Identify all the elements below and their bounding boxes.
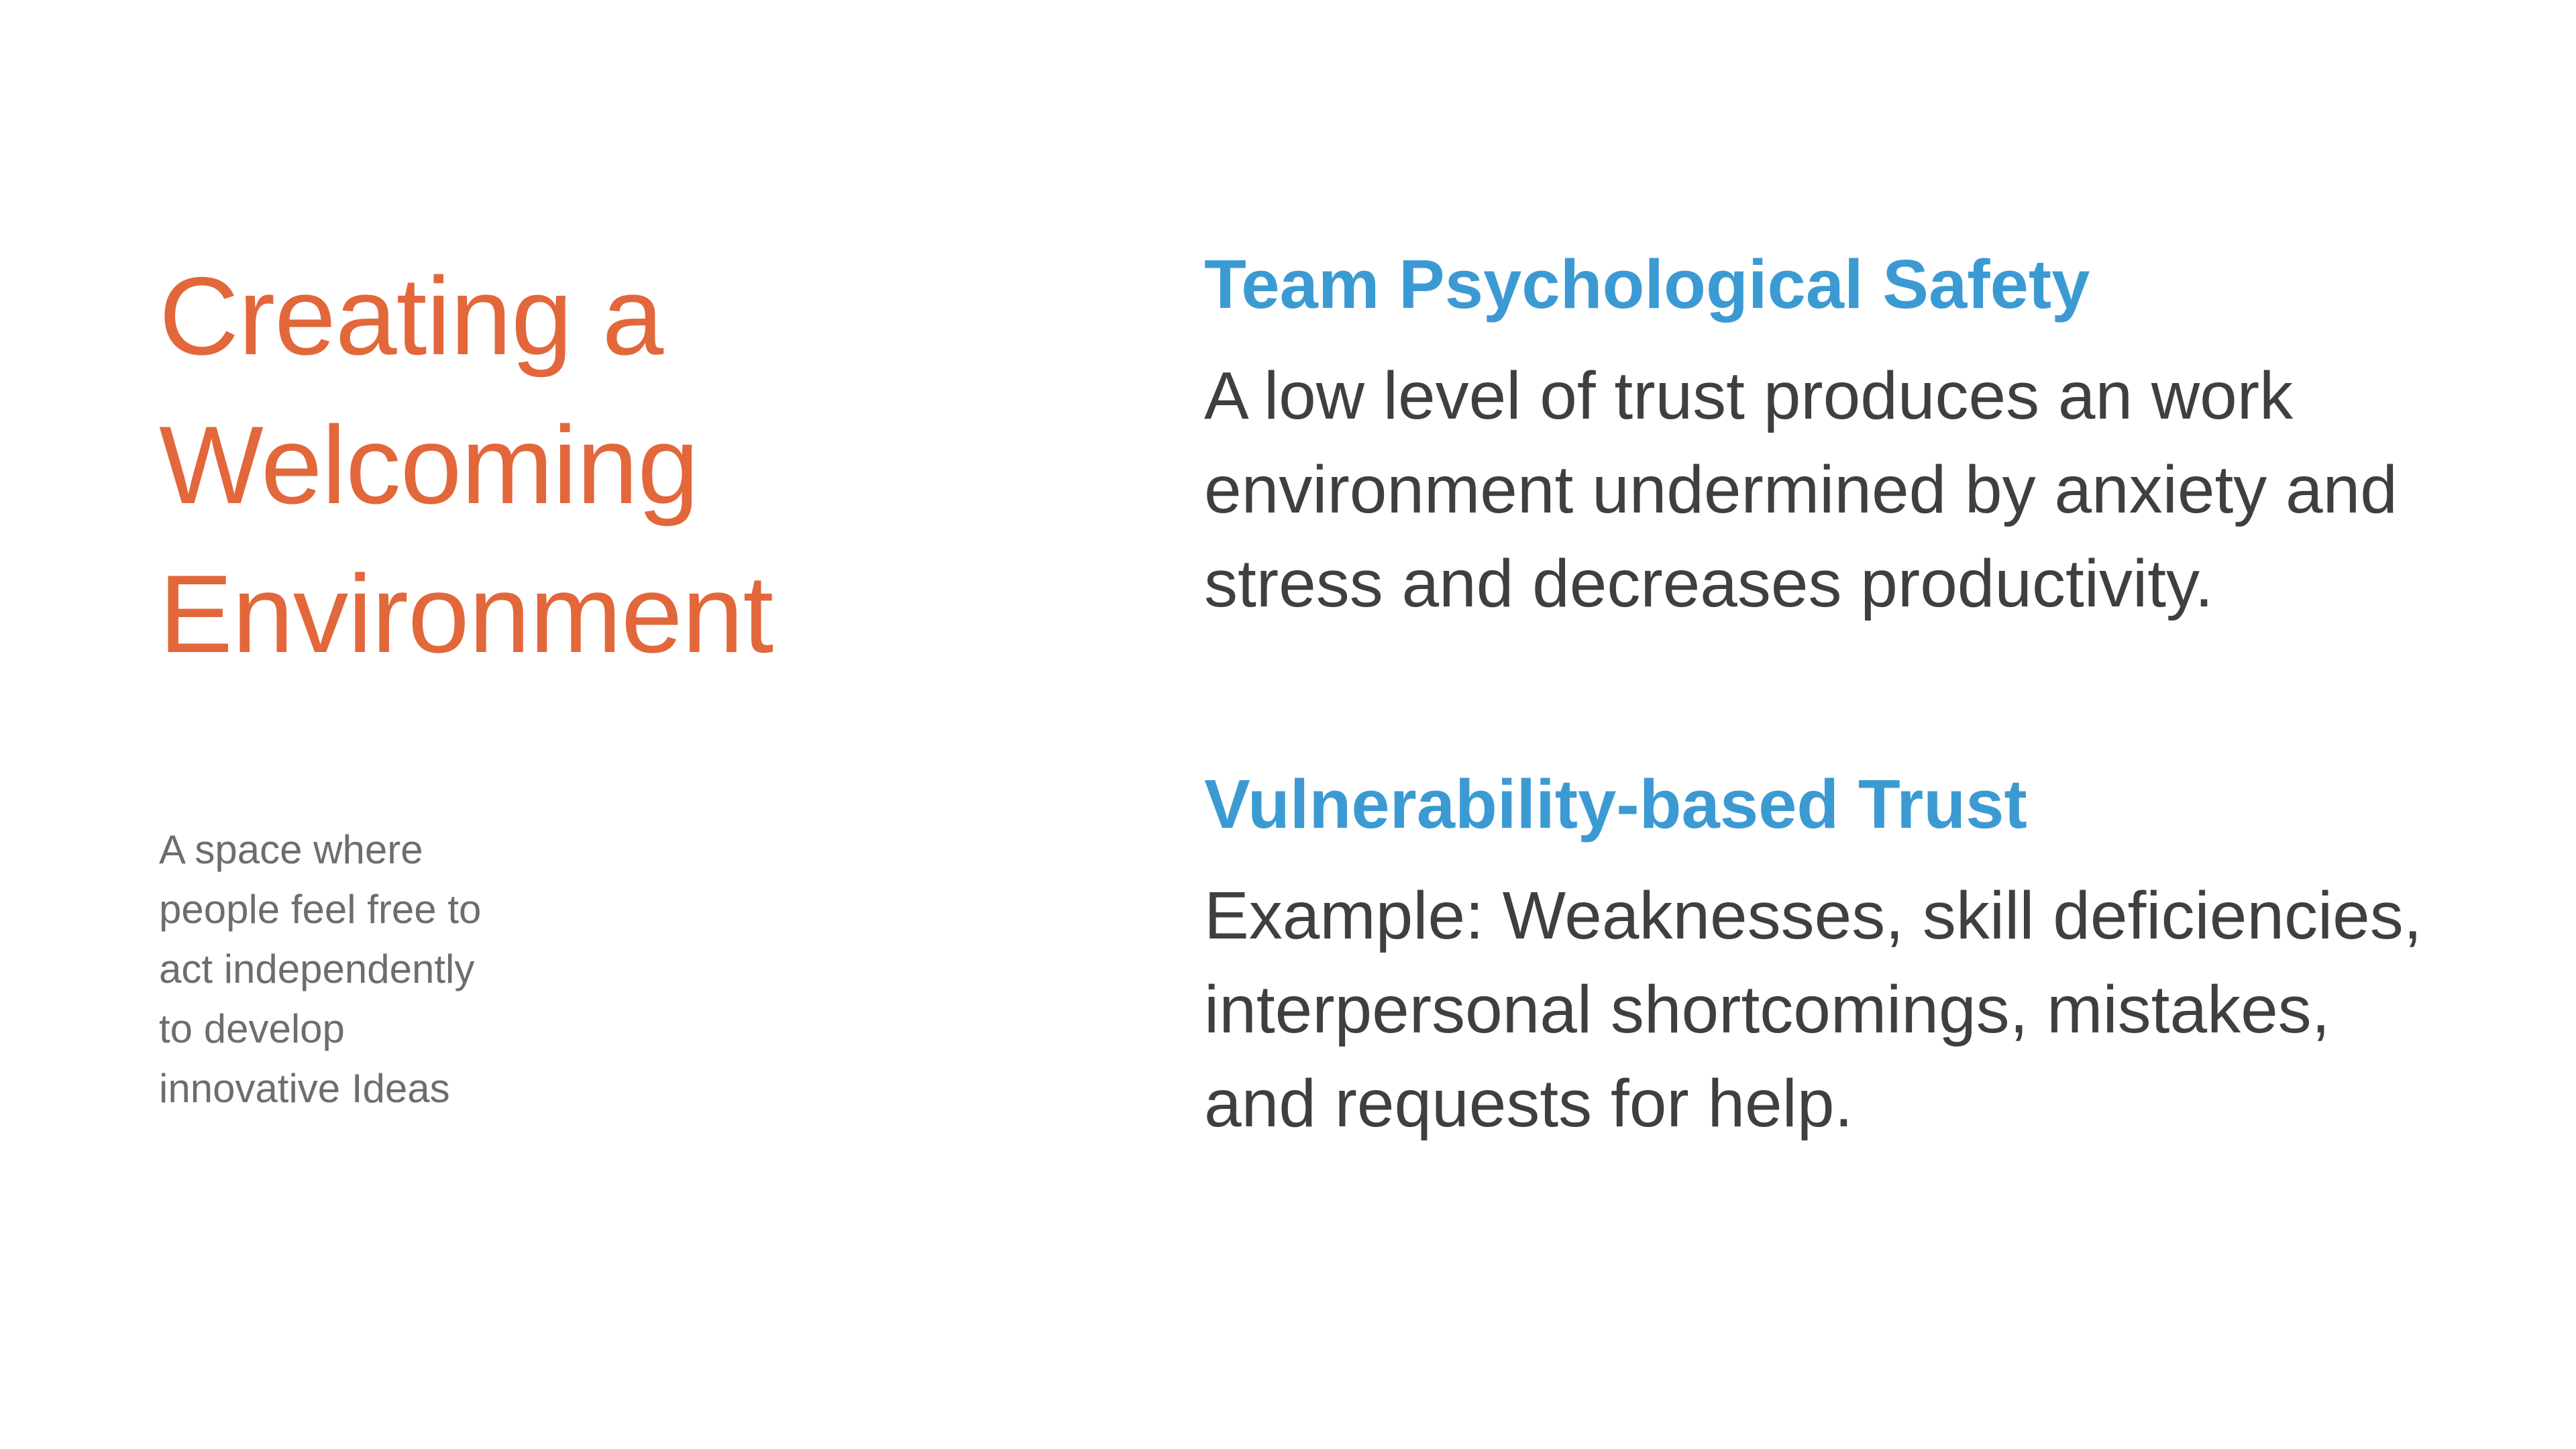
body-line: interpersonal shortcomings, mistakes, <box>1204 972 2330 1047</box>
slide-title <box>159 241 1031 688</box>
body-line: and requests for help. <box>1204 1066 1854 1141</box>
section-vulnerability-based-trust <box>1204 760 2479 1150</box>
slide-title-line: Welcoming <box>159 403 699 527</box>
slide-title-line: Environment <box>159 552 773 676</box>
body-line: A low level of trust produces an work <box>1204 358 2293 433</box>
subtitle-line: A space where <box>159 827 423 872</box>
subtitle-line: people feel free to <box>159 887 482 932</box>
slide-subtitle <box>159 820 629 1118</box>
subtitle-line: to develop <box>159 1006 345 1051</box>
body-line: environment undermined by anxiety and <box>1204 452 2398 527</box>
body-line: stress and decreases productivity. <box>1204 546 2214 621</box>
section-heading: Vulnerability-based Trust <box>1204 765 2027 843</box>
body-line: Example: Weaknesses, skill deficiencies, <box>1204 878 2422 953</box>
section-body <box>1204 349 2479 631</box>
subtitle-line: act independently <box>159 947 475 991</box>
section-heading: Team Psychological Safety <box>1204 246 2090 323</box>
section-body <box>1204 869 2479 1150</box>
subtitle-line: innovative Ideas <box>159 1066 450 1111</box>
section-team-psychological-safety <box>1204 240 2479 631</box>
slide-title-line: Creating a <box>159 254 663 378</box>
